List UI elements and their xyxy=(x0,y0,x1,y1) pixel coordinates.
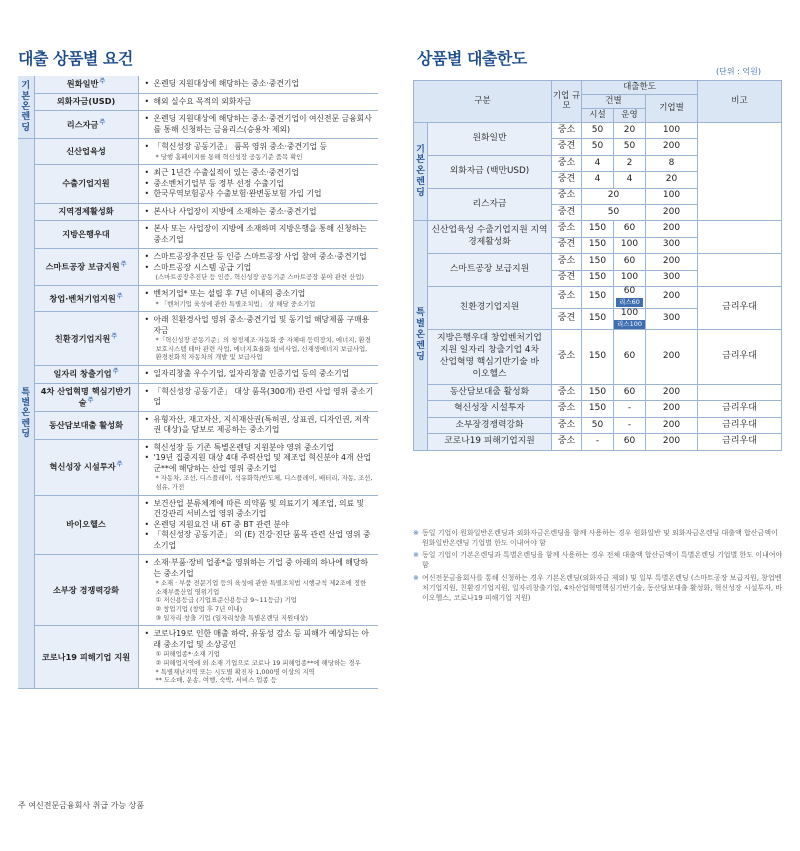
group-label-special: 특 별 온 렌 딩 xyxy=(18,139,34,689)
limit-per-company: 300 xyxy=(646,237,698,253)
company-size: 중소 xyxy=(552,221,582,237)
group-label-basic: 기 본 온 렌 딩 xyxy=(18,76,34,139)
limit-facility: 50 xyxy=(582,123,614,139)
left-footnote: 주 여신전문금융회사 취급 가능 상품 xyxy=(18,801,145,810)
product-name xyxy=(34,111,138,139)
product-name xyxy=(34,76,138,93)
product-name xyxy=(34,312,138,366)
company-size: 중견 xyxy=(552,172,582,188)
product-requirements xyxy=(138,139,378,165)
limit-operating: - xyxy=(614,401,646,417)
requirement-item: • 최근 1년간 수출실적이 있는 중소·중견기업 xyxy=(145,168,375,179)
limit-facility: 150 xyxy=(582,221,614,237)
requirement-item: • 해외 실수요 목적의 외화자금 xyxy=(145,97,375,108)
product-name xyxy=(34,383,138,411)
asterisk-mark: 주 xyxy=(87,396,94,404)
limit-per-case: 50 xyxy=(582,204,646,220)
header-operating: 운영 xyxy=(614,109,646,123)
requirement-item: • 「혁신성장 공동기준」 품목 영위 중소·중견기업 등 xyxy=(145,142,375,153)
product-requirements xyxy=(138,439,378,495)
product-name: 리스자금 xyxy=(428,188,552,221)
company-size: 중소 xyxy=(552,384,582,400)
product-requirements xyxy=(138,221,378,249)
product-name xyxy=(34,203,138,221)
product-name: 신산업육성 수출기업지원 지역경제활성화 xyxy=(428,221,552,254)
requirement-item: • 스마트공장추진단 등 인증 스마트공장 사업 참여 중소·중견기업 xyxy=(145,252,375,263)
note-item: ※ 여신전문금융회사를 통해 신청하는 경우 기본온렌딩(외화자금 제외) 및 일부 특별온렌딩 (스마트공장 보급지원, 창업벤처기업지원, 친환경기업지원, 일자리창출기업, 4차산업혁명핵심기반기술, 동산담보대출 활성화, 혁신성장 시설투자, 바이오헬스, 코로나19 피해기업 지원) xyxy=(413,573,783,603)
limit-per-company: 200 xyxy=(646,286,698,308)
requirement-row xyxy=(18,249,378,286)
product-name xyxy=(34,93,138,111)
product-name: 소부장경쟁력강화 xyxy=(428,417,552,433)
asterisk-mark: 주 xyxy=(112,368,119,376)
product-name xyxy=(34,495,138,555)
limit-facility: 150 xyxy=(582,308,614,330)
product-requirements xyxy=(138,203,378,221)
product-name xyxy=(34,411,138,439)
limit-facility: 150 xyxy=(582,330,614,385)
note-cell: 금리우대 xyxy=(698,417,782,433)
product-requirements xyxy=(138,165,378,204)
asterisk-mark: 주 xyxy=(99,78,106,86)
limit-facility: 150 xyxy=(582,237,614,253)
product-name xyxy=(34,626,138,689)
product-name: 원화일반 xyxy=(428,123,552,156)
limit-operating: 100 xyxy=(614,270,646,286)
limit-per-company: 200 xyxy=(646,417,698,433)
limit-per-company: 8 xyxy=(646,155,698,171)
group-label-special: 특 별 온 렌 딩 xyxy=(414,221,428,450)
company-size: 중소 xyxy=(552,401,582,417)
requirements-table xyxy=(18,76,378,689)
note-cell xyxy=(698,254,782,287)
header-per-case: 건별 xyxy=(582,95,646,109)
requirement-subnote: ② 피해업지역에 외 소재 기업으로 코로나 19 피해업종**에 해당하는 경우 xyxy=(155,658,361,667)
product-requirements xyxy=(138,111,378,139)
limit-row xyxy=(414,434,782,450)
limit-row xyxy=(414,384,782,400)
requirement-row xyxy=(18,285,378,311)
header-limit: 대출한도 xyxy=(582,81,698,95)
requirement-row xyxy=(18,111,378,139)
notes-block xyxy=(413,528,783,605)
company-size: 중소 xyxy=(552,123,582,139)
limit-operating: 60 xyxy=(614,330,646,385)
limit-facility: 150 xyxy=(582,270,614,286)
header-per-company: 기업별 xyxy=(646,95,698,123)
product-name-text: 일자리 창출기업 xyxy=(53,369,112,380)
product-name-text: 신산업육성 xyxy=(66,146,106,157)
requirement-item: • 중소벤처기업부 등 정부 선정 수출기업 xyxy=(145,179,375,190)
page-title-limits: 상품별 대출한도 xyxy=(417,49,527,68)
note-cell: 금리우대 xyxy=(698,286,782,330)
requirement-row xyxy=(18,495,378,555)
limit-per-company: 200 xyxy=(646,204,698,220)
limit-row xyxy=(414,123,782,139)
lease-badge: 리스60 xyxy=(616,298,643,307)
requirement-row xyxy=(18,366,378,384)
requirement-item: • 온렌딩 지원대상에 해당하는 중소·중견기업 xyxy=(145,79,375,90)
requirement-row xyxy=(18,93,378,111)
requirement-item: • 본사나 사업장이 지방에 소재하는 중소·중견기업 xyxy=(145,207,375,218)
requirement-item: • 「혁신성장 공동기준」 의 (E) 건강·진단 품목 관련 산업 영위 중소기업 xyxy=(145,530,375,551)
product-name xyxy=(34,439,138,495)
product-requirements xyxy=(138,93,378,111)
limit-facility: 4 xyxy=(582,172,614,188)
lease-badge: 리스100 xyxy=(614,320,645,329)
product-name-text: 동산담보대출 활성화 xyxy=(48,419,124,430)
limit-operating: 60 xyxy=(614,221,646,237)
limit-facility: 4 xyxy=(582,155,614,171)
requirement-row xyxy=(18,411,378,439)
requirement-item: • 보건산업 분류체계에 따른 의약품 및 의료기기 제조업, 의료 및 건강관리 서비스업 영위 중소기업 xyxy=(145,499,375,520)
requirement-item: • 한국무역보험공사 수출보험·완변동보험 가입 기업 xyxy=(145,189,375,200)
product-name-text: 수출기업지원 xyxy=(62,178,110,189)
asterisk-mark: 주 xyxy=(99,118,106,126)
requirement-subnote: * 자동차, 조선, 디스플레이, 석유화학/반도체, 디스플레이, 배터리, 자동, 조선, 섬유, 가전 xyxy=(155,474,373,491)
requirement-item: • 혁신성장 등 기존 특별온렌딩 지원분야 영위 중소기업 xyxy=(145,443,375,454)
header-facility: 시설 xyxy=(582,109,614,123)
limit-row xyxy=(414,401,782,417)
group-label-basic: 기 본 온 렌 딩 xyxy=(414,123,428,221)
product-name-text: 창업·벤처기업지원 xyxy=(49,293,116,304)
note-cell: 금리우대 xyxy=(698,434,782,450)
limit-per-case: 20 xyxy=(582,188,646,204)
limit-facility: - xyxy=(582,434,614,450)
limit-per-company: 200 xyxy=(646,139,698,155)
company-size: 중견 xyxy=(552,139,582,155)
limit-row xyxy=(414,254,782,270)
requirement-subnote: ① 저신용등급 (기업표준신용등급 9~11등급) 기업 xyxy=(155,596,297,605)
product-name-text: 원화일반 xyxy=(66,79,99,90)
asterisk-mark: 주 xyxy=(116,461,123,469)
requirement-subnote: (스마트공장추진단 등 인증, 혁신성장 공동기준 스마트공장 분야 관련 산업) xyxy=(155,273,364,282)
product-name-text: 친환경기업지원 xyxy=(54,333,111,344)
requirement-item: • '19년 집중지원 대상 4대 주력산업 및 제조업 혁신분야 4개 산업군**에 해당하는 산업 영위 중소기업 xyxy=(145,453,375,474)
product-name-text: 4차 산업혁명 핵심기반기술 xyxy=(40,385,132,408)
company-size: 중견 xyxy=(552,237,582,253)
requirement-subnote: *「혁신성장 공동기준」의 청정제조·자동화 중 자체대 등력장치, 에너지, 환경보호시스템 테마 관련 사업, 에너지효율화 설비사업, 신재생에너지 보급사업, 환경친화적 자동차의 개발 및 보급사업 xyxy=(155,336,371,362)
limit-per-company: 200 xyxy=(646,434,698,450)
product-requirements xyxy=(138,411,378,439)
limit-operating: 60 xyxy=(614,384,646,400)
limit-facility: 150 xyxy=(582,401,614,417)
product-name xyxy=(34,221,138,249)
product-requirements xyxy=(138,285,378,311)
company-size: 중소 xyxy=(552,254,582,270)
company-size: 중소 xyxy=(552,155,582,171)
note-item: ※ 동일 기업이 원화일반온렌딩과 외화자금온렌딩을 함께 사용하는 경우 원화일반 및 외화자금온렌딩 대출액 합산금액이 원화일반온렌딩 기업별 한도 이내여야 함 xyxy=(413,528,783,548)
requirement-subnote: * 당행 홈페이지를 통해 혁신성장 공동기준 품목 확인 xyxy=(155,152,303,161)
requirement-row xyxy=(18,555,378,626)
asterisk-mark: 주 xyxy=(120,261,127,269)
limit-operating: 100 xyxy=(614,237,646,253)
product-requirements xyxy=(138,626,378,689)
product-name: 스마트공장 보급지원 xyxy=(428,254,552,287)
requirement-item: • 일자리창출 우수기업, 일자리창출 인증기업 등의 중소기업 xyxy=(145,369,375,380)
limit-operating: 2 xyxy=(614,155,646,171)
limit-per-company: 100 xyxy=(646,123,698,139)
limit-facility: 150 xyxy=(582,254,614,270)
requirement-row xyxy=(18,626,378,689)
requirement-item: • 온렌딩 지원요건 내 6T 중 BT 관련 분야 xyxy=(145,520,375,531)
product-name-text: 지방은행우대 xyxy=(62,229,110,240)
product-name: 외화자금 (백만USD) xyxy=(428,155,552,188)
product-requirements xyxy=(138,555,378,626)
requirement-row xyxy=(18,221,378,249)
requirement-row xyxy=(18,312,378,366)
header-size: 기업 규모 xyxy=(552,81,582,123)
limit-per-company: 200 xyxy=(646,221,698,237)
limit-row xyxy=(414,417,782,433)
limit-row xyxy=(414,330,782,385)
note-cell xyxy=(698,221,782,254)
limit-operating: 50 xyxy=(614,139,646,155)
limit-per-company: 200 xyxy=(646,254,698,270)
product-name: 코로나19 피해기업지원 xyxy=(428,434,552,450)
requirement-item: • 본사 또는 사업장이 지방에 소재하며 지방은행을 통해 신청하는 중소기업 xyxy=(145,224,375,245)
limit-per-company: 100 xyxy=(646,188,698,204)
requirement-subnote: ** 도소매, 운송, 여행, 숙박, 서비스 업종 등 xyxy=(155,676,277,685)
product-name-text: 지역경제활성화 xyxy=(58,206,114,217)
requirement-item: • 코로나19로 인한 매출 하락, 유동성 감소 등 피해가 예상되는 아래 중소기업 및 소상공인 xyxy=(145,629,375,650)
company-size: 중소 xyxy=(552,417,582,433)
requirement-item: • 아래 친환경사업 영위 중소·중견기업 및 동기업 해당제품 구매용 자금 xyxy=(145,315,375,336)
product-name: 동산담보대출 활성화 xyxy=(428,384,552,400)
product-name xyxy=(34,285,138,311)
requirement-subnote: * 「벤처기업 육성에 관한 특별조치법」 상 해당 중소기업 xyxy=(155,299,316,308)
product-name-text: 외화자금(USD) xyxy=(56,96,116,107)
product-name-text: 바이오헬스 xyxy=(66,519,106,530)
requirement-item: • 벤처기업* 또는 설립 후 7년 이내의 중소기업 xyxy=(145,289,375,300)
product-name xyxy=(34,555,138,626)
limit-per-company: 20 xyxy=(646,172,698,188)
product-name: 지방은행우대 창업벤처기업지원 일자리 창출기업 4차산업혁명 핵심기반기술 바이오헬스 xyxy=(428,330,552,385)
limit-operating: 20 xyxy=(614,123,646,139)
requirement-item: • 온렌딩 지원대상에 해당하는 중소·중견기업이 여신전문 금융회사를 통해 신청하는 금융리스(승용차 제외) xyxy=(145,114,375,135)
header-category: 구분 xyxy=(414,81,552,123)
company-size: 중소 xyxy=(552,330,582,385)
limit-operating: - xyxy=(614,417,646,433)
product-name xyxy=(34,165,138,204)
unit-label: (단위 : 억원) xyxy=(716,67,761,76)
requirement-row xyxy=(18,165,378,204)
product-requirements xyxy=(138,76,378,93)
limit-per-company: 200 xyxy=(646,330,698,385)
requirement-row xyxy=(18,203,378,221)
requirement-row xyxy=(18,383,378,411)
requirement-item: • 유형자산, 재고자산, 지식재산권(특허권, 상표권, 디자인권, 저작권 대상)을 담보로 제공하는 중소기업 xyxy=(145,415,375,436)
limit-operating: 60 리스60 xyxy=(614,286,646,308)
page-title-requirements: 대출 상품별 요건 xyxy=(18,49,133,68)
product-requirements xyxy=(138,366,378,384)
requirement-subnote: ③ 일자리 창출 기업 (일자리창출 특별온렌딩 지원대상) xyxy=(155,613,309,622)
product-name-text: 소부장 경쟁력강화 xyxy=(52,584,120,595)
company-size: 중소 xyxy=(552,434,582,450)
limit-operating: 4 xyxy=(614,172,646,188)
company-size: 중견 xyxy=(552,270,582,286)
note-cell: 금리우대 xyxy=(698,330,782,385)
note-item: ※ 동일 기업이 기본온렌딩과 특별온렌딩을 함께 사용하는 경우 전체 대출액 합산금액이 특별온렌딩 기업별 한도 이내여야 함 xyxy=(413,550,783,570)
limit-row xyxy=(414,221,782,237)
company-size: 중소 xyxy=(552,286,582,308)
product-name: 친환경기업지원 xyxy=(428,286,552,330)
note-cell xyxy=(698,123,782,221)
requirement-subnote: ② 창업기업 (창업 후 7년 이내) xyxy=(155,605,243,614)
limits-table xyxy=(413,80,782,451)
requirement-item: • 스마트공장 시스템 공급 기업 xyxy=(145,263,375,274)
product-name xyxy=(34,366,138,384)
requirement-item: • 「혁신성장 공동기준」 대상 품목(300개) 관련 사업 영위 중소기업 xyxy=(145,387,375,408)
asterisk-mark: 주 xyxy=(116,292,123,300)
product-name xyxy=(34,249,138,286)
product-requirements xyxy=(138,495,378,555)
limit-operating: 100 리스100 xyxy=(614,308,646,330)
asterisk-mark: 주 xyxy=(111,332,118,340)
limit-facility: 50 xyxy=(582,139,614,155)
product-name-text: 리스자금 xyxy=(66,119,99,130)
requirement-row xyxy=(18,439,378,495)
company-size: 중견 xyxy=(552,308,582,330)
limit-per-company: 200 xyxy=(646,401,698,417)
limit-facility: 150 xyxy=(582,384,614,400)
product-name-text: 코로나19 피해기업 지원 xyxy=(41,651,131,662)
note-cell xyxy=(698,384,782,400)
limit-facility: 50 xyxy=(582,417,614,433)
requirement-item: • 소재·부품·장비 업종*을 영위하는 기업 중 아래의 하나에 해당하는 중소기업 xyxy=(145,558,375,579)
requirement-row xyxy=(18,139,378,165)
requirement-row xyxy=(18,76,378,93)
limit-row xyxy=(414,286,782,308)
limit-per-company: 300 xyxy=(646,270,698,286)
requirement-subnote: ① 피해업종*·소재 기업 xyxy=(155,650,220,659)
limit-per-company: 200 xyxy=(646,384,698,400)
product-name-text: 스마트공장 보급지원 xyxy=(45,261,120,272)
product-name: 혁신성장 시설투자 xyxy=(428,401,552,417)
product-name-text: 혁신성장 시설투자 xyxy=(49,461,116,472)
product-requirements xyxy=(138,383,378,411)
product-name xyxy=(34,139,138,165)
product-requirements xyxy=(138,249,378,286)
note-cell: 금리우대 xyxy=(698,401,782,417)
company-size: 중견 xyxy=(552,204,582,220)
header-note: 비고 xyxy=(698,81,782,123)
product-requirements xyxy=(138,312,378,366)
requirement-subnote: * 특별재난지역 또는 시도별 확진자 1,000명 이상의 지역 xyxy=(155,667,315,676)
limit-per-company: 300 xyxy=(646,308,698,330)
limit-operating: 60 xyxy=(614,434,646,450)
company-size: 중소 xyxy=(552,188,582,204)
requirement-subnote: * 소재 · 부품 전문기업 등의 육성에 관한 특별조치법 시행규칙 제2조에 정한 소재부품산업 영위기업 xyxy=(155,579,367,596)
limit-facility: 150 xyxy=(582,286,614,308)
limit-operating: 60 xyxy=(614,254,646,270)
